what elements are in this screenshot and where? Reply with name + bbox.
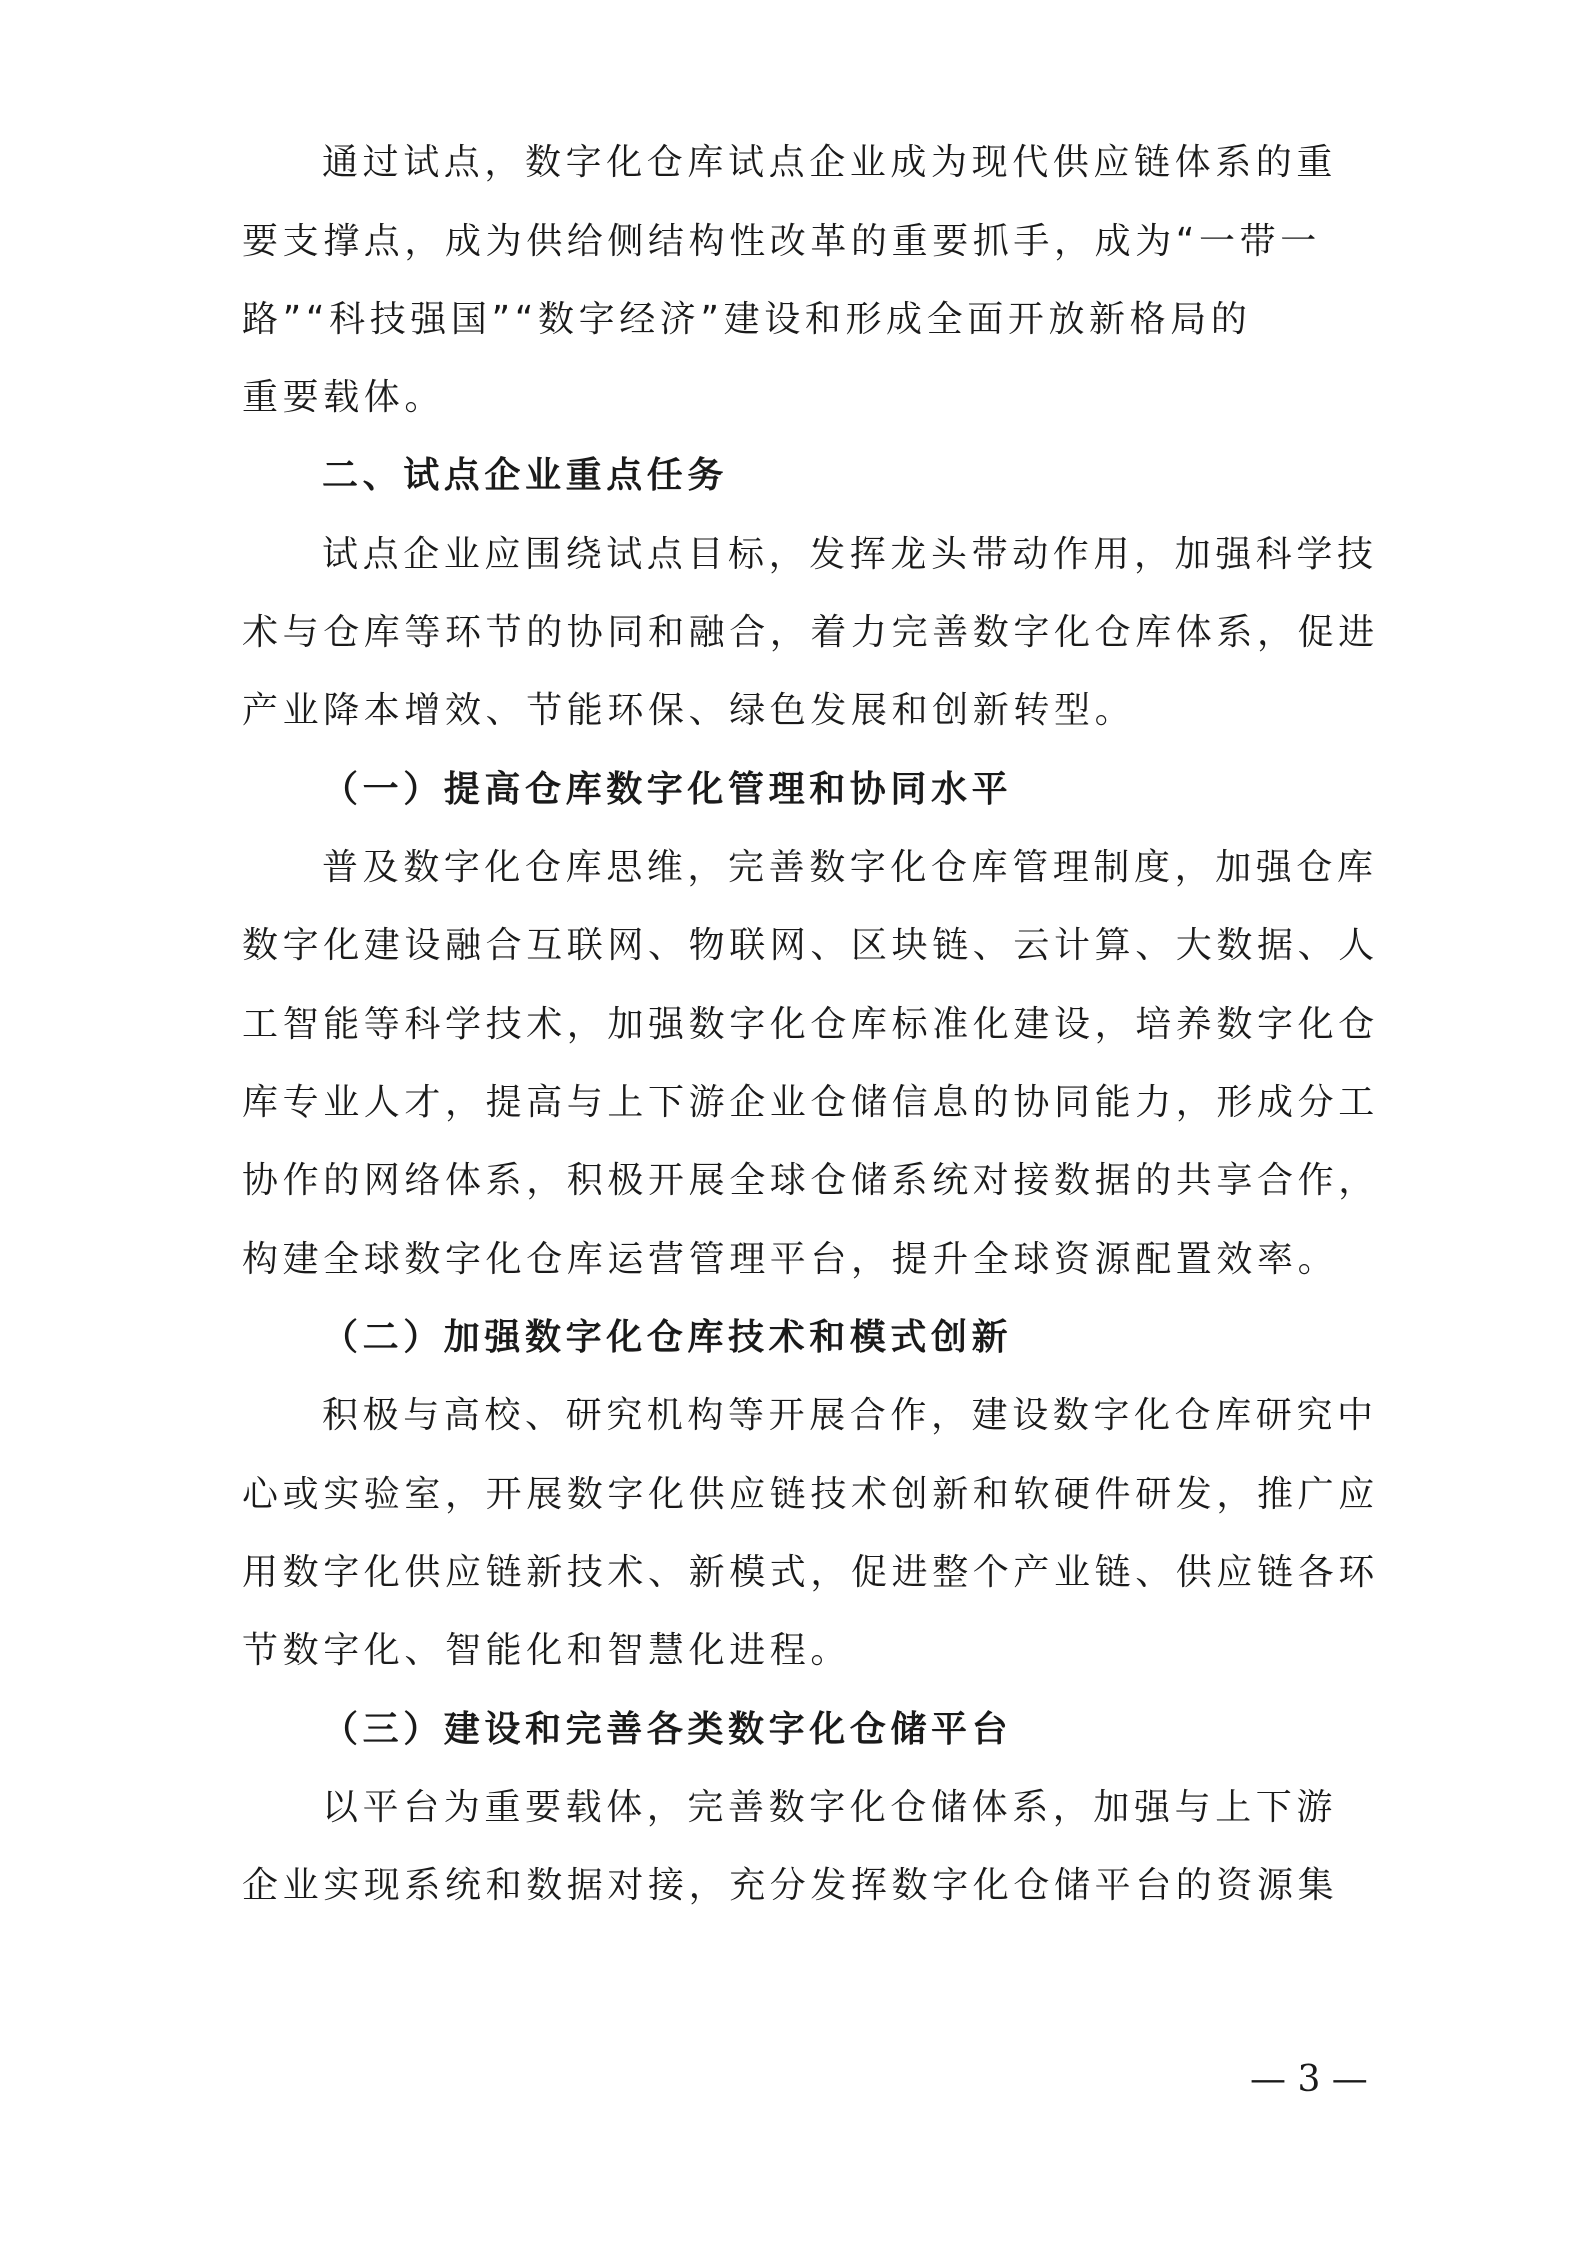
- subsection-heading: （一）提高仓库数字化管理和协同水平: [322, 769, 1013, 810]
- paragraph-line: 心或实验室，开展数字化供应链技术创新和软硬件研发，推广应: [242, 1474, 1379, 1515]
- paragraph-line: 数字化建设融合互联网、物联网、区块链、云计算、大数据、人: [242, 925, 1379, 966]
- paragraph-line: 重要载体。: [242, 377, 446, 418]
- page-number: — 3 —: [1250, 2059, 1368, 2100]
- paragraph-line: 工智能等科学技术，加强数字化仓库标准化建设，培养数字化仓: [242, 1004, 1379, 1045]
- paragraph-line: 产业降本增效、节能环保、绿色发展和创新转型。: [242, 690, 1136, 731]
- paragraph-line: 协作的网络体系，积极开展全球仓储系统对接数据的共享合作，: [242, 1160, 1379, 1201]
- section-heading: 二、试点企业重点任务: [322, 455, 729, 496]
- paragraph-line: 试点企业应围绕试点目标，发挥龙头带动作用，加强科学技: [322, 534, 1378, 575]
- paragraph-line: 节数字化、智能化和智慧化进程。: [242, 1630, 852, 1671]
- paragraph-line: 术与仓库等环节的协同和融合，着力完善数字化仓库体系，促进: [242, 612, 1379, 653]
- paragraph-line: 以平台为重要载体，完善数字化仓储体系，加强与上下游: [322, 1787, 1338, 1828]
- subsection-heading: （二）加强数字化仓库技术和模式创新: [322, 1317, 1013, 1358]
- paragraph-line: 用数字化供应链新技术、新模式，促进整个产业链、供应链各环: [242, 1552, 1379, 1593]
- paragraph-line: 积极与高校、研究机构等开展合作，建设数字化仓库研究中: [322, 1395, 1378, 1436]
- paragraph-line: 构建全球数字化仓库运营管理平台，提升全球资源配置效率。: [242, 1239, 1339, 1280]
- paragraph-line: 普及数字化仓库思维，完善数字化仓库管理制度，加强仓库: [322, 847, 1378, 888]
- paragraph-line: 企业实现系统和数据对接，充分发挥数字化仓储平台的资源集: [242, 1865, 1339, 1906]
- paragraph-line: 库专业人才，提高与上下游企业仓储信息的协同能力，形成分工: [242, 1082, 1379, 1123]
- subsection-heading: （三）建设和完善各类数字化仓储平台: [322, 1709, 1013, 1750]
- paragraph-line: 通过试点，数字化仓库试点企业成为现代供应链体系的重: [322, 142, 1338, 183]
- paragraph-line: 路”“科技强国”“数字经济”建设和形成全面开放新格局的: [242, 299, 1252, 340]
- paragraph-line: 要支撑点，成为供给侧结构性改革的重要抓手，成为“一带一: [242, 221, 1321, 262]
